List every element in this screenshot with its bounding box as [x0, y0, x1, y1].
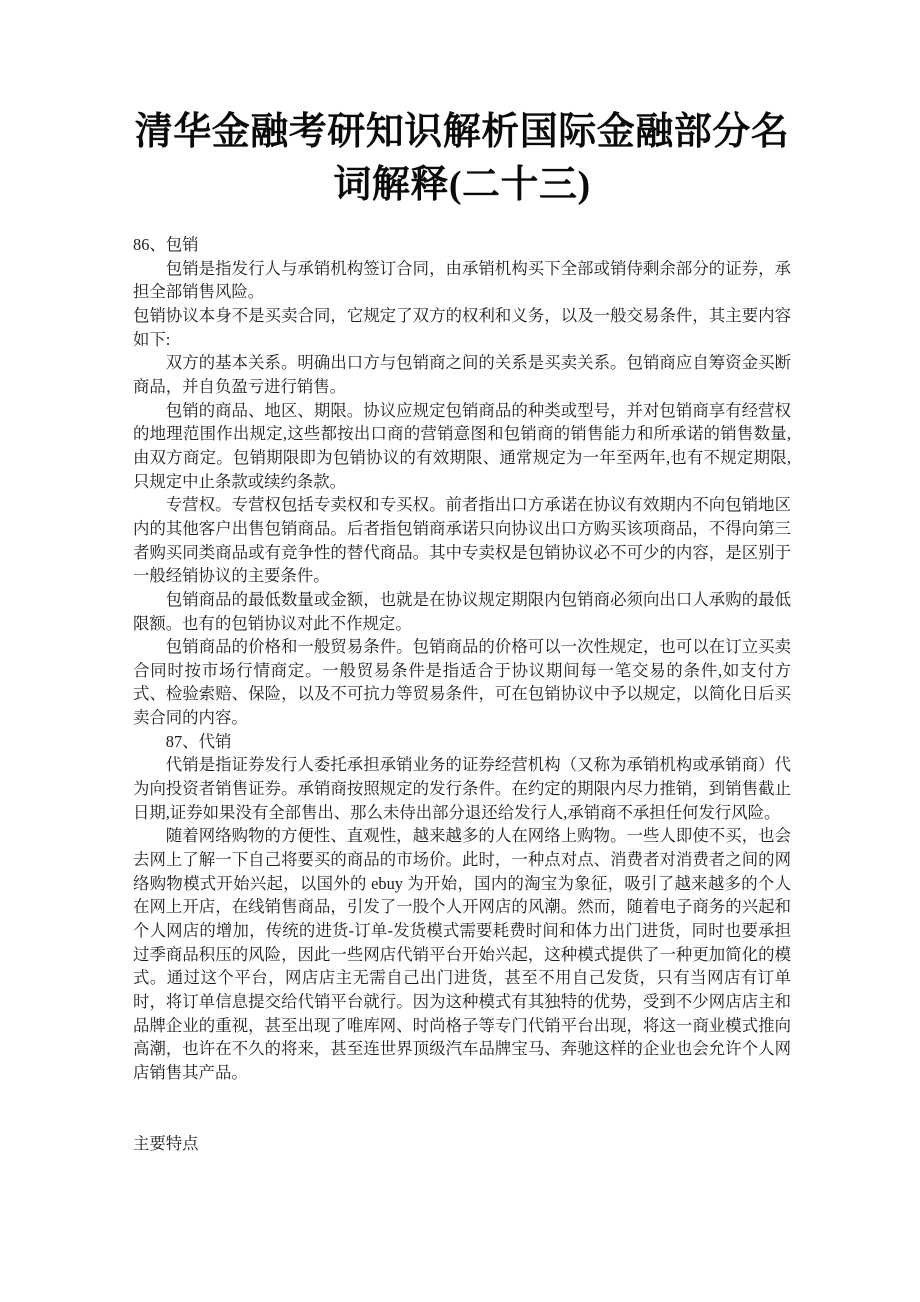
paragraph: 双方的基本关系。明确出口方与包销商之间的关系是买卖关系。包销商应自筹资金买断商品，并自负盈亏进行销售。 — [133, 353, 791, 396]
paragraph: 包销是指发行人与承销机构签订合同，由承销机构买下全部或销侍剩余部分的证券，承担全部销售风险。 — [133, 258, 791, 302]
paragraph: 随着网络购物的方便性、直观性，越来越多的人在网络上购物。一些人即使不买，也会去网上了解一下自己将要买的商品的市场价。此时，一种点对点、消费者对消费者之间的网络购物模式开始兴起，以国外的 ebuy 为开始，国内的淘宝为象征，吸引了越来越多的个人在网上开店，在线销售商品，引发了一股个人开网店的风潮。然而，随着电子商务的兴起和个人网店的增加，传统的进货-订单-发货模式需要耗费时间和体力出门进货，同时也要承担过季商品积压的风险，因此一些网店代销平台开始兴起，这种模式提供了一种更加简化的模式。通过这个平台，网店店主无需自己出门进货，甚至不用自己发货，只有当网店有订单时，将订单信息提交给代销平台就行。因为这种模式有其独特的优势，受到不少网店店主和品牌企业的重视，甚至出现了唯库网、时尚格子等专门代销平台出现，将这一商业模式推向高潮，也许在不久的将来，甚至连世界顶级汽车品牌宝马、奔驰这样的企业也会允许个人网店销售其产品。 — [133, 826, 791, 1082]
paragraph: 包销的商品、地区、期限。协议应规定包销商品的种类或型号，并对包销商享有经营权的地理范围作出规定,这些都按出口商的营销意图和包销商的销售能力和所承诺的销售数量,由双方商定。包销期限即为包销协议的有效期限、通常规定为一年至两年,也有不规定期限,只规定中止条款或续约条款。 — [133, 400, 791, 491]
paragraphs — [133, 233, 791, 1085]
paragraph: 包销协议本身不是买卖合同，它规定了双方的权利和义务，以及一般交易条件，其主要内容如下: — [133, 305, 791, 349]
footer-heading: 主要特点 — [133, 1133, 199, 1153]
paragraph: 包销商品的价格和一般贸易条件。包销商品的价格可以一次性规定，也可以在订立买卖合同时按市场行情商定。一般贸易条件是指适合于协议期间每一笔交易的条件,如支付方式、检验索赔、保险，以及不可抗力等贸易条件，可在包销协议中予以规定，以简化日后买卖合同的内容。 — [133, 637, 791, 728]
paragraph: 专营权。专营权包括专卖权和专买权。前者指出口方承诺在协议有效期内不向包销地区内的其他客户出售包销商品。后者指包销商承诺只向协议出口方购买该项商品，不得向第三者购买同类商品或有竞争性的替代商品。其中专卖权是包销协议必不可少的内容，是区别于一般经销协议的主要条件。 — [133, 495, 791, 586]
paragraph: 87、代销 — [165, 731, 232, 751]
page-title-line2: 词解释(二十三) — [333, 164, 591, 206]
page-title — [133, 106, 791, 212]
page-title-line1: 清华金融考研知识解析国际金融部分名 — [134, 111, 790, 153]
document-content — [133, 0, 791, 1155]
paragraph: 代销是指证券发行人委托承担承销业务的证券经营机构（又称为承销机构或承销商）代为向投资者销售证券。承销商按照规定的发行条件。在约定的期限内尽力推销，到销售截止日期,证券如果没有全部售出、那么未侍出部分退还给发行人,承销商不承担任何发行风险。 — [133, 755, 791, 822]
paragraph: 86、包销 — [133, 235, 199, 254]
paragraph: 包销商品的最低数量或金额，也就是在协议规定期限内包销商必须向出口人承购的最低限额。也有的包销协议对此不作规定。 — [133, 589, 791, 633]
